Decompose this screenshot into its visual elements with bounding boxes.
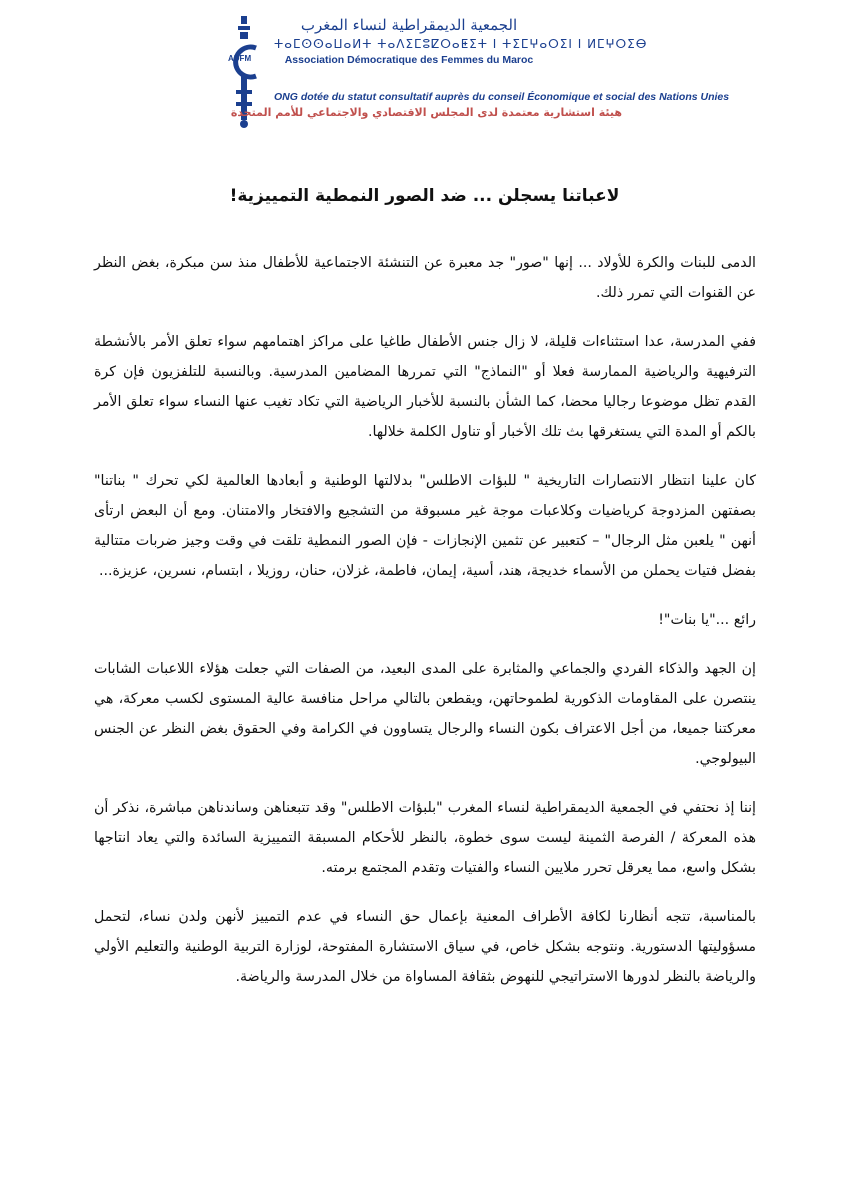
paragraph-2: ففي المدرسة، عدا استثناءات قليلة، لا زال جنس الأطفال طاغيا على مراكز اهتمامهم سواء تعلق الأمر بالأنشطة الترفيهية والرياضية الممارسة فعلا أو "النماذج" التي تمررها المضامين المدرسية. وبالنسبة للتلفزيون فإن كرة القدم تظل موضوعا رجاليا محضا، كما الشأن بالنسبة للأخبار الرياضية التي تكاد تغيب عنها النساء سواء تعلق الأمر بالكم أو المدة التي يستغرقها بث تلك الأخبار أو تناول الكلمة خلالها.	[94, 334, 756, 440]
org-name-tifinagh: ⵜⴰⵎⵙⵙⴰⵡⴰⵍⵜ ⵜⴰⴷⵉⵎⵓⵇⵔⴰⵟⵉⵜ ⵏ ⵜⵉⵎⵖⴰⵔⵉⵏ ⵏ ⵍⵎⵖⵔⵉⴱ	[274, 37, 648, 51]
document-body	[94, 248, 756, 1011]
paragraph-1: الدمى للبنات والكرة للأولاد ... إنها "صور" جد معبرة عن التنشئة الاجتماعية للأطفال منذ سن مبكرة، بغض النظر عن القنوات التي تمرر ذلك.	[94, 255, 756, 301]
paragraph-7: بالمناسبة، تتجه أنظارنا لكافة الأطراف المعنية بإعمال حق النساء في عدم التمييز لأنهن ولدن نساء، لتحمل مسؤوليتها الدستورية. ونتوجه بشكل خاص، في سياق الاستشارة المفتوحة، لوزارة التربية الوطنية والتعليم الأولي والرياضة بالنظر لدورها الاستراتيجي للنهوض بثقافة المساواة من خلال المدرسة والرياضة.	[94, 909, 756, 985]
paragraph-3: كان علينا انتظار الانتصارات التاريخية " للبؤات الاطلس" بدلالتها الوطنية و أبعادها العالمية لكي تحرك " بناتنا" بصفتهن المزدوجة كرياضيات وكلاعبات موجة غير مسبوقة من التشجيع والافتخار والامتنان. ومع أن البعض ارتأى أنهن " يلعبن مثل الرجال" – كتعبير عن تثمين الإنجازات - فإن الصور النمطية تلقت في وقت وجيز ضربات متتالية بفضل فتيات يحملن من الأسماء خديجة، هند، أسية، إيمان، فاطمة، غزلان، حنان، روزيلا ، ابتسام، نسرين، عزيزة...	[94, 473, 756, 579]
ong-status-arabic: هيئة استشارية معتمدة لدى المجلس الاقتصادي والاجتماعي للأمم المتحدة	[230, 106, 622, 119]
paragraph-6: إننا إذ نحتفي في الجمعية الديمقراطية لنساء المغرب "بلبؤات الاطلس" وقد تتبعناهن وساندناهن مباشرة، نذكر أن هذه المعركة / الفرصة الثمينة ليست سوى خطوة، بالنظر للأحكام المسبقة التمييزية السائدة والتي يعاد انتاجها بشكل واسع، مما يعرقل تحرر ملايين النساء والفتيات وتقدم المجتمع برمته.	[94, 800, 756, 876]
ong-status-french: ONG dotée du statut consultatif auprès du conseil Économique et social des Nations Unies	[274, 91, 730, 103]
org-name-french: Association Démocratique des Femmes du Maroc	[284, 54, 534, 66]
logo-acronym: ADFM	[228, 54, 252, 63]
letterhead	[0, 0, 849, 140]
paragraph-4: رائع ..."يا بنات"!	[658, 612, 756, 628]
org-name-arabic: الجمعية الديمقراطية لنساء المغرب	[300, 16, 518, 34]
paragraph-5: إن الجهد والذكاء الفردي والجماعي والمثابرة على المدى البعيد، من الصفات التي جعلت هؤلاء اللاعبات الشابات ينتصرن على المقاومات الذكورية لطموحاتهن، ويقطعن بالتالي مراحل منافسة عالية المستوى لكسب معركة، هي معركتنا جميعا، من أجل الاعتراف بكون النساء والرجال يتساوون في الكرامة وفي الحقوق بغض النظر عن الجنس البيولوجي.	[94, 661, 756, 767]
document-title: لاعباتنا يسجلن ... ضد الصور النمطية التمييزية!	[229, 186, 620, 206]
